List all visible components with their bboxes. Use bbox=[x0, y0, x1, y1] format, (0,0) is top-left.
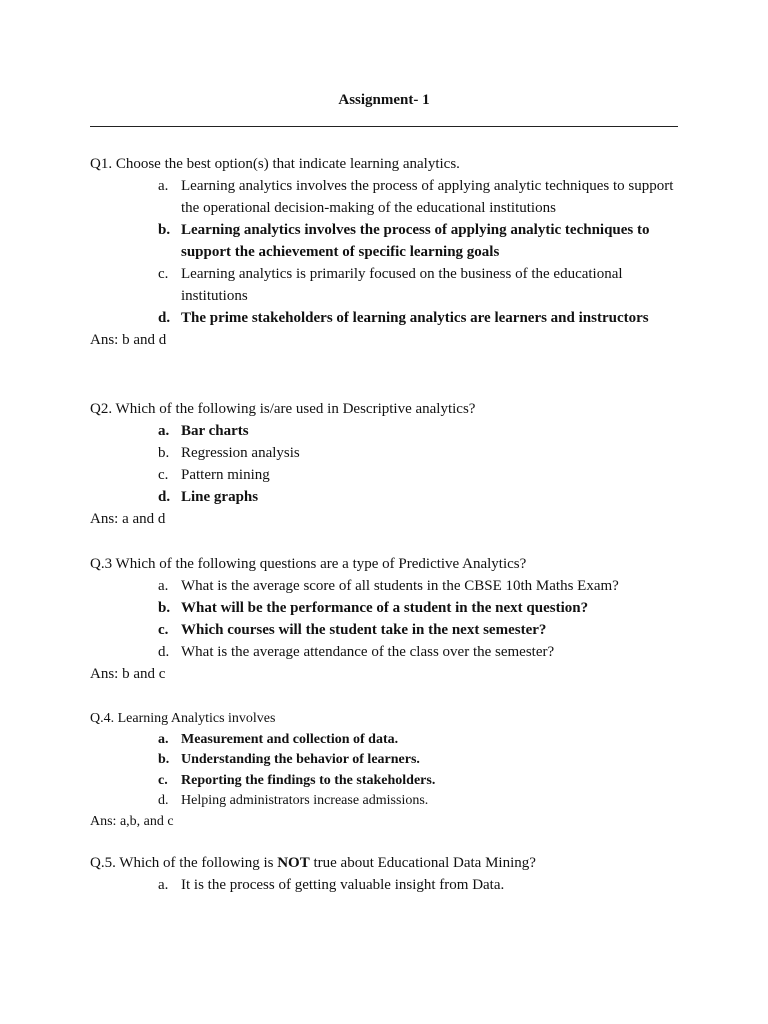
stem-emphasis: NOT bbox=[277, 855, 310, 871]
option-text: What will be the performance of a student in the next question? bbox=[181, 600, 589, 616]
option-letter: a. bbox=[158, 178, 169, 194]
option-text: It is the process of getting valuable insight from Data. bbox=[181, 877, 505, 893]
option-letter: c. bbox=[158, 266, 169, 282]
option-letter: c. bbox=[158, 622, 169, 638]
option-d bbox=[90, 641, 681, 663]
question-3 bbox=[90, 553, 690, 685]
option-letter: a. bbox=[158, 423, 170, 439]
option-text: Learning analytics is primarily focused on the business of the educational institutions bbox=[181, 266, 623, 304]
option-letter: b. bbox=[158, 222, 171, 238]
option-letter: a. bbox=[158, 578, 169, 594]
option-d bbox=[90, 791, 681, 812]
question-stem: Q.3 Which of the following questions are a type of Predictive Analytics? bbox=[90, 556, 527, 572]
option-text: The prime stakeholders of learning analytics are learners and instructors bbox=[181, 310, 649, 326]
option-c bbox=[90, 771, 681, 792]
option-text: Pattern mining bbox=[181, 467, 270, 483]
stem-text: Q.5. Which of the following is bbox=[90, 855, 278, 871]
answer: Ans: a and d bbox=[90, 511, 166, 527]
option-text: Bar charts bbox=[181, 423, 249, 439]
option-d bbox=[90, 307, 681, 329]
option-text: Regression analysis bbox=[181, 445, 300, 461]
question-stem bbox=[90, 852, 690, 874]
option-b bbox=[90, 597, 681, 619]
answer: Ans: a,b, and c bbox=[90, 813, 174, 829]
question-5 bbox=[90, 852, 690, 896]
option-letter: d. bbox=[158, 310, 171, 326]
option-letter: b. bbox=[158, 445, 170, 461]
option-letter: c. bbox=[158, 467, 169, 483]
question-2 bbox=[90, 398, 690, 530]
question-4 bbox=[90, 709, 690, 832]
option-letter: a. bbox=[158, 731, 169, 747]
option-list bbox=[90, 575, 690, 663]
document-title: Assignment- 1 bbox=[338, 92, 430, 108]
option-a bbox=[90, 730, 681, 751]
option-text: Line graphs bbox=[181, 489, 259, 505]
option-text: Reporting the findings to the stakeholders. bbox=[181, 772, 436, 788]
question-1 bbox=[90, 153, 690, 351]
option-list bbox=[90, 420, 690, 508]
option-letter: b. bbox=[158, 600, 171, 616]
option-text: Learning analytics involves the process of applying analytic techniques to support the achievement of specific learning goals bbox=[181, 222, 650, 260]
option-text: Learning analytics involves the process of applying analytic techniques to support the operational decision-making of the educational institutions bbox=[181, 178, 674, 216]
option-b bbox=[90, 219, 681, 263]
option-c bbox=[90, 464, 681, 486]
option-c bbox=[90, 263, 681, 307]
option-list bbox=[90, 874, 690, 896]
option-a bbox=[90, 575, 681, 597]
option-a bbox=[90, 175, 681, 219]
option-letter: d. bbox=[158, 793, 169, 808]
option-b bbox=[90, 442, 681, 464]
question-stem: Q.4. Learning Analytics involves bbox=[90, 711, 276, 726]
option-text: What is the average attendance of the class over the semester? bbox=[181, 644, 555, 660]
option-a bbox=[90, 874, 681, 896]
stem-text: true about Educational Data Mining? bbox=[309, 855, 536, 871]
option-text: Measurement and collection of data. bbox=[181, 731, 399, 747]
option-list bbox=[90, 730, 690, 812]
answer: Ans: b and d bbox=[90, 332, 167, 348]
option-a bbox=[90, 420, 681, 442]
option-d bbox=[90, 486, 681, 508]
option-letter: d. bbox=[158, 489, 171, 505]
question-stem: Q2. Which of the following is/are used in Descriptive analytics? bbox=[90, 401, 476, 417]
option-list bbox=[90, 175, 690, 329]
title-underline bbox=[90, 126, 678, 127]
option-text: Understanding the behavior of learners. bbox=[181, 752, 420, 767]
question-stem: Q1. Choose the best option(s) that indicate learning analytics. bbox=[90, 156, 460, 172]
answer: Ans: b and c bbox=[90, 666, 166, 682]
option-c bbox=[90, 619, 681, 641]
option-letter: d. bbox=[158, 644, 170, 660]
option-letter: a. bbox=[158, 877, 169, 893]
option-text: Which courses will the student take in the next semester? bbox=[181, 622, 547, 638]
option-text: Helping administrators increase admissions. bbox=[181, 793, 429, 808]
option-letter: c. bbox=[158, 772, 168, 788]
option-letter: b. bbox=[158, 752, 170, 767]
option-text: What is the average score of all students in the CBSE 10th Maths Exam? bbox=[181, 578, 619, 594]
option-b bbox=[90, 750, 681, 771]
